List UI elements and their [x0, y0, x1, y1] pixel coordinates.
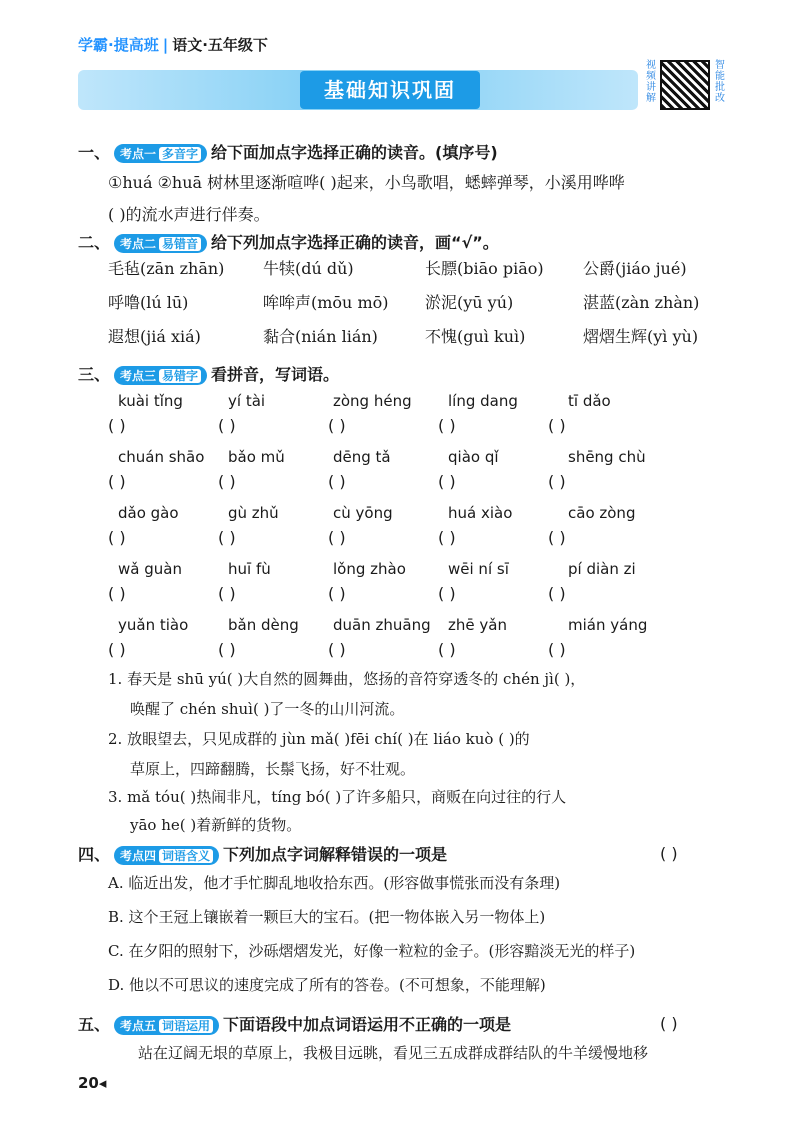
pinyin-label: tī dǎo	[568, 392, 611, 410]
question-text: 给下列加点字选择正确的读音，画“√”。	[211, 233, 499, 252]
pinyin-label: zhē yǎn	[448, 616, 507, 634]
section-tag	[114, 1016, 219, 1035]
pinyin-label: dǎo gào	[118, 504, 179, 522]
pinyin-label: dēng tǎ	[333, 448, 391, 466]
answer-box[interactable]: ( )	[438, 584, 456, 603]
pinyin-label: kuài tǐng	[118, 392, 183, 410]
s2-item[interactable]: 牛犊(dú dǔ)	[263, 259, 354, 278]
tag-label: 考点一	[120, 147, 157, 161]
question-text: 下列加点字词解释错误的一项是	[223, 845, 448, 864]
pinyin-label: lǒng zhào	[333, 560, 406, 578]
pinyin-label: huá xiào	[448, 504, 513, 522]
answer-box[interactable]: ( )	[218, 584, 236, 603]
sentence-line: 2. 放眼望去，只见成群的 jùn mǎ( )fēi chí( )在 liáo kuò ( )的	[108, 730, 530, 748]
pinyin-label: bǎo mǔ	[228, 448, 285, 466]
pinyin-label: cāo zòng	[568, 504, 636, 522]
section-5-heading	[78, 1012, 511, 1035]
sentence-line: 1. 春天是 shū yú( )大自然的圆舞曲，悠扬的音符穿透冬的 chén jì( )，	[108, 670, 586, 688]
pinyin-label: yuǎn tiào	[118, 616, 189, 634]
s2-item[interactable]: 湛蓝(zàn zhàn)	[583, 293, 700, 312]
answer-box[interactable]: ( )	[218, 416, 236, 435]
section-tag	[114, 846, 219, 865]
s2-item[interactable]: 熠熠生辉(yì yù)	[583, 327, 699, 346]
pinyin-label: líng dang	[448, 392, 518, 410]
s2-item[interactable]: 黏合(nián lián)	[263, 327, 378, 346]
answer-box[interactable]: ( )	[328, 472, 346, 491]
sentence-line: 3. mǎ tóu( )热闹非凡，tíng bó( )了许多船只，商贩在向过往的行人	[108, 788, 567, 806]
section-number: 一、	[78, 143, 111, 162]
subject-label: 语文·五年级下	[172, 36, 268, 54]
answer-box[interactable]: ( )	[438, 528, 456, 547]
sentence-line: yāo he( )着新鲜的货物。	[130, 816, 302, 834]
answer-box[interactable]: ( )	[218, 640, 236, 659]
answer-box[interactable]: ( )	[218, 472, 236, 491]
section-tag	[114, 144, 207, 163]
answer-box[interactable]: ( )	[108, 640, 126, 659]
qr-left-label: 视频讲解	[646, 60, 656, 104]
answer-box[interactable]: ( )	[438, 640, 456, 659]
pinyin-label: duān zhuāng	[333, 616, 431, 634]
question-text: 下面语段中加点词语运用不正确的一项是	[223, 1015, 512, 1034]
s2-item[interactable]: 不愧(guì kuì)	[425, 327, 526, 346]
pinyin-label: pí diàn zi	[568, 560, 636, 578]
pinyin-label: bǎn dèng	[228, 616, 299, 634]
s2-item[interactable]: 淤泥(yū yú)	[425, 293, 514, 312]
answer-box[interactable]: ( )	[438, 472, 456, 491]
answer-box[interactable]: ( )	[328, 584, 346, 603]
banner-title: 基础知识巩固	[300, 71, 480, 109]
tag-sublabel: 易错字	[159, 369, 201, 383]
section-tag	[114, 366, 207, 385]
pinyin-label: wēi ní sī	[448, 560, 509, 578]
qr-code-icon[interactable]	[660, 60, 710, 110]
answer-box[interactable]: ( )	[328, 528, 346, 547]
tag-label: 考点三	[120, 369, 157, 383]
section-number: 四、	[78, 845, 111, 864]
s2-item[interactable]: 遐想(jiá xiá)	[108, 327, 201, 346]
header-separator: |	[162, 36, 169, 54]
tag-sublabel: 易错音	[159, 237, 201, 251]
answer-box[interactable]: ( )	[548, 584, 566, 603]
sentence-line: 草原上，四蹄翻腾，长鬃飞扬，好不壮观。	[130, 760, 416, 778]
s1-line-1: ①huá ②huā 树林里逐渐喧哗( )起来，小鸟歌唱，蟋蟀弹琴，小溪用哗哗	[108, 173, 625, 192]
option-d[interactable]: D. 他以不可思议的速度完成了所有的答卷。(不可想象，不能理解)	[108, 976, 546, 994]
answer-box[interactable]: ( )	[108, 416, 126, 435]
sentence-line: 唤醒了 chén shuì( )了一冬的山川河流。	[130, 700, 405, 718]
section-2-heading	[78, 230, 499, 253]
pinyin-label: chuán shāo	[118, 448, 205, 466]
section-3-heading	[78, 362, 339, 385]
section-number: 五、	[78, 1015, 111, 1034]
answer-box[interactable]: ( )	[548, 640, 566, 659]
answer-box[interactable]: ( )	[328, 640, 346, 659]
s2-item[interactable]: 呼噜(lú lū)	[108, 293, 189, 312]
tag-sublabel: 多音字	[159, 147, 201, 161]
question-text: 看拼音，写词语。	[211, 365, 340, 384]
section-number: 三、	[78, 365, 111, 384]
answer-box[interactable]: ( )	[328, 416, 346, 435]
section-number: 二、	[78, 233, 111, 252]
page-number: 20◂	[78, 1074, 107, 1092]
qr-right-label: 智能批改	[715, 60, 725, 104]
brand-logo: 学霸·提高班	[78, 36, 159, 54]
question-text: 给下面加点字选择正确的读音。(填序号)	[211, 143, 498, 162]
pinyin-label: shēng chù	[568, 448, 646, 466]
pinyin-label: huī fù	[228, 560, 271, 578]
option-b[interactable]: B. 这个王冠上镶嵌着一颗巨大的宝石。(把一物体嵌入另一物体上)	[108, 908, 546, 926]
s2-item[interactable]: 公爵(jiáo jué)	[583, 259, 687, 278]
section-1-heading	[78, 140, 498, 163]
s4-answer-box[interactable]: ( )	[660, 844, 678, 863]
s2-item[interactable]: 毛毡(zān zhān)	[108, 259, 225, 278]
s5-answer-box[interactable]: ( )	[660, 1014, 678, 1033]
answer-box[interactable]: ( )	[108, 528, 126, 547]
pinyin-label: cù yōng	[333, 504, 393, 522]
tag-sublabel: 词语运用	[159, 1019, 213, 1033]
s5-passage: 站在辽阔无垠的草原上，我极目远眺，看见三五成群成群结队的牛羊缓慢地移	[138, 1044, 649, 1062]
answer-box[interactable]: ( )	[108, 472, 126, 491]
s2-item[interactable]: 长膘(biāo piāo)	[425, 259, 544, 278]
header	[78, 34, 268, 55]
pinyin-label: qiào qǐ	[448, 448, 499, 466]
option-a[interactable]: A. 临近出发，他才手忙脚乱地收拾东西。(形容做事慌张而没有条理)	[108, 874, 561, 892]
pinyin-label: mián yáng	[568, 616, 648, 634]
tag-sublabel: 词语含义	[159, 849, 213, 863]
answer-box[interactable]: ( )	[548, 472, 566, 491]
s1-line-2: ( )的流水声进行伴奏。	[108, 205, 270, 224]
pinyin-label: wǎ guàn	[118, 560, 182, 578]
pinyin-label: yí tài	[228, 392, 266, 410]
answer-box[interactable]: ( )	[548, 416, 566, 435]
s2-item[interactable]: 哞哞声(mōu mō)	[263, 293, 389, 312]
answer-box[interactable]: ( )	[108, 584, 126, 603]
tag-label: 考点二	[120, 237, 157, 251]
answer-box[interactable]: ( )	[218, 528, 236, 547]
section-4-heading	[78, 842, 447, 865]
pinyin-label: zòng héng	[333, 392, 412, 410]
pinyin-label: gù zhǔ	[228, 504, 279, 522]
answer-box[interactable]: ( )	[438, 416, 456, 435]
option-c[interactable]: C. 在夕阳的照射下，沙砾熠熠发光，好像一粒粒的金子。(形容黯淡无光的样子)	[108, 942, 636, 960]
tag-label: 考点四	[120, 849, 157, 863]
tag-label: 考点五	[120, 1019, 157, 1033]
section-tag	[114, 234, 207, 253]
answer-box[interactable]: ( )	[548, 528, 566, 547]
